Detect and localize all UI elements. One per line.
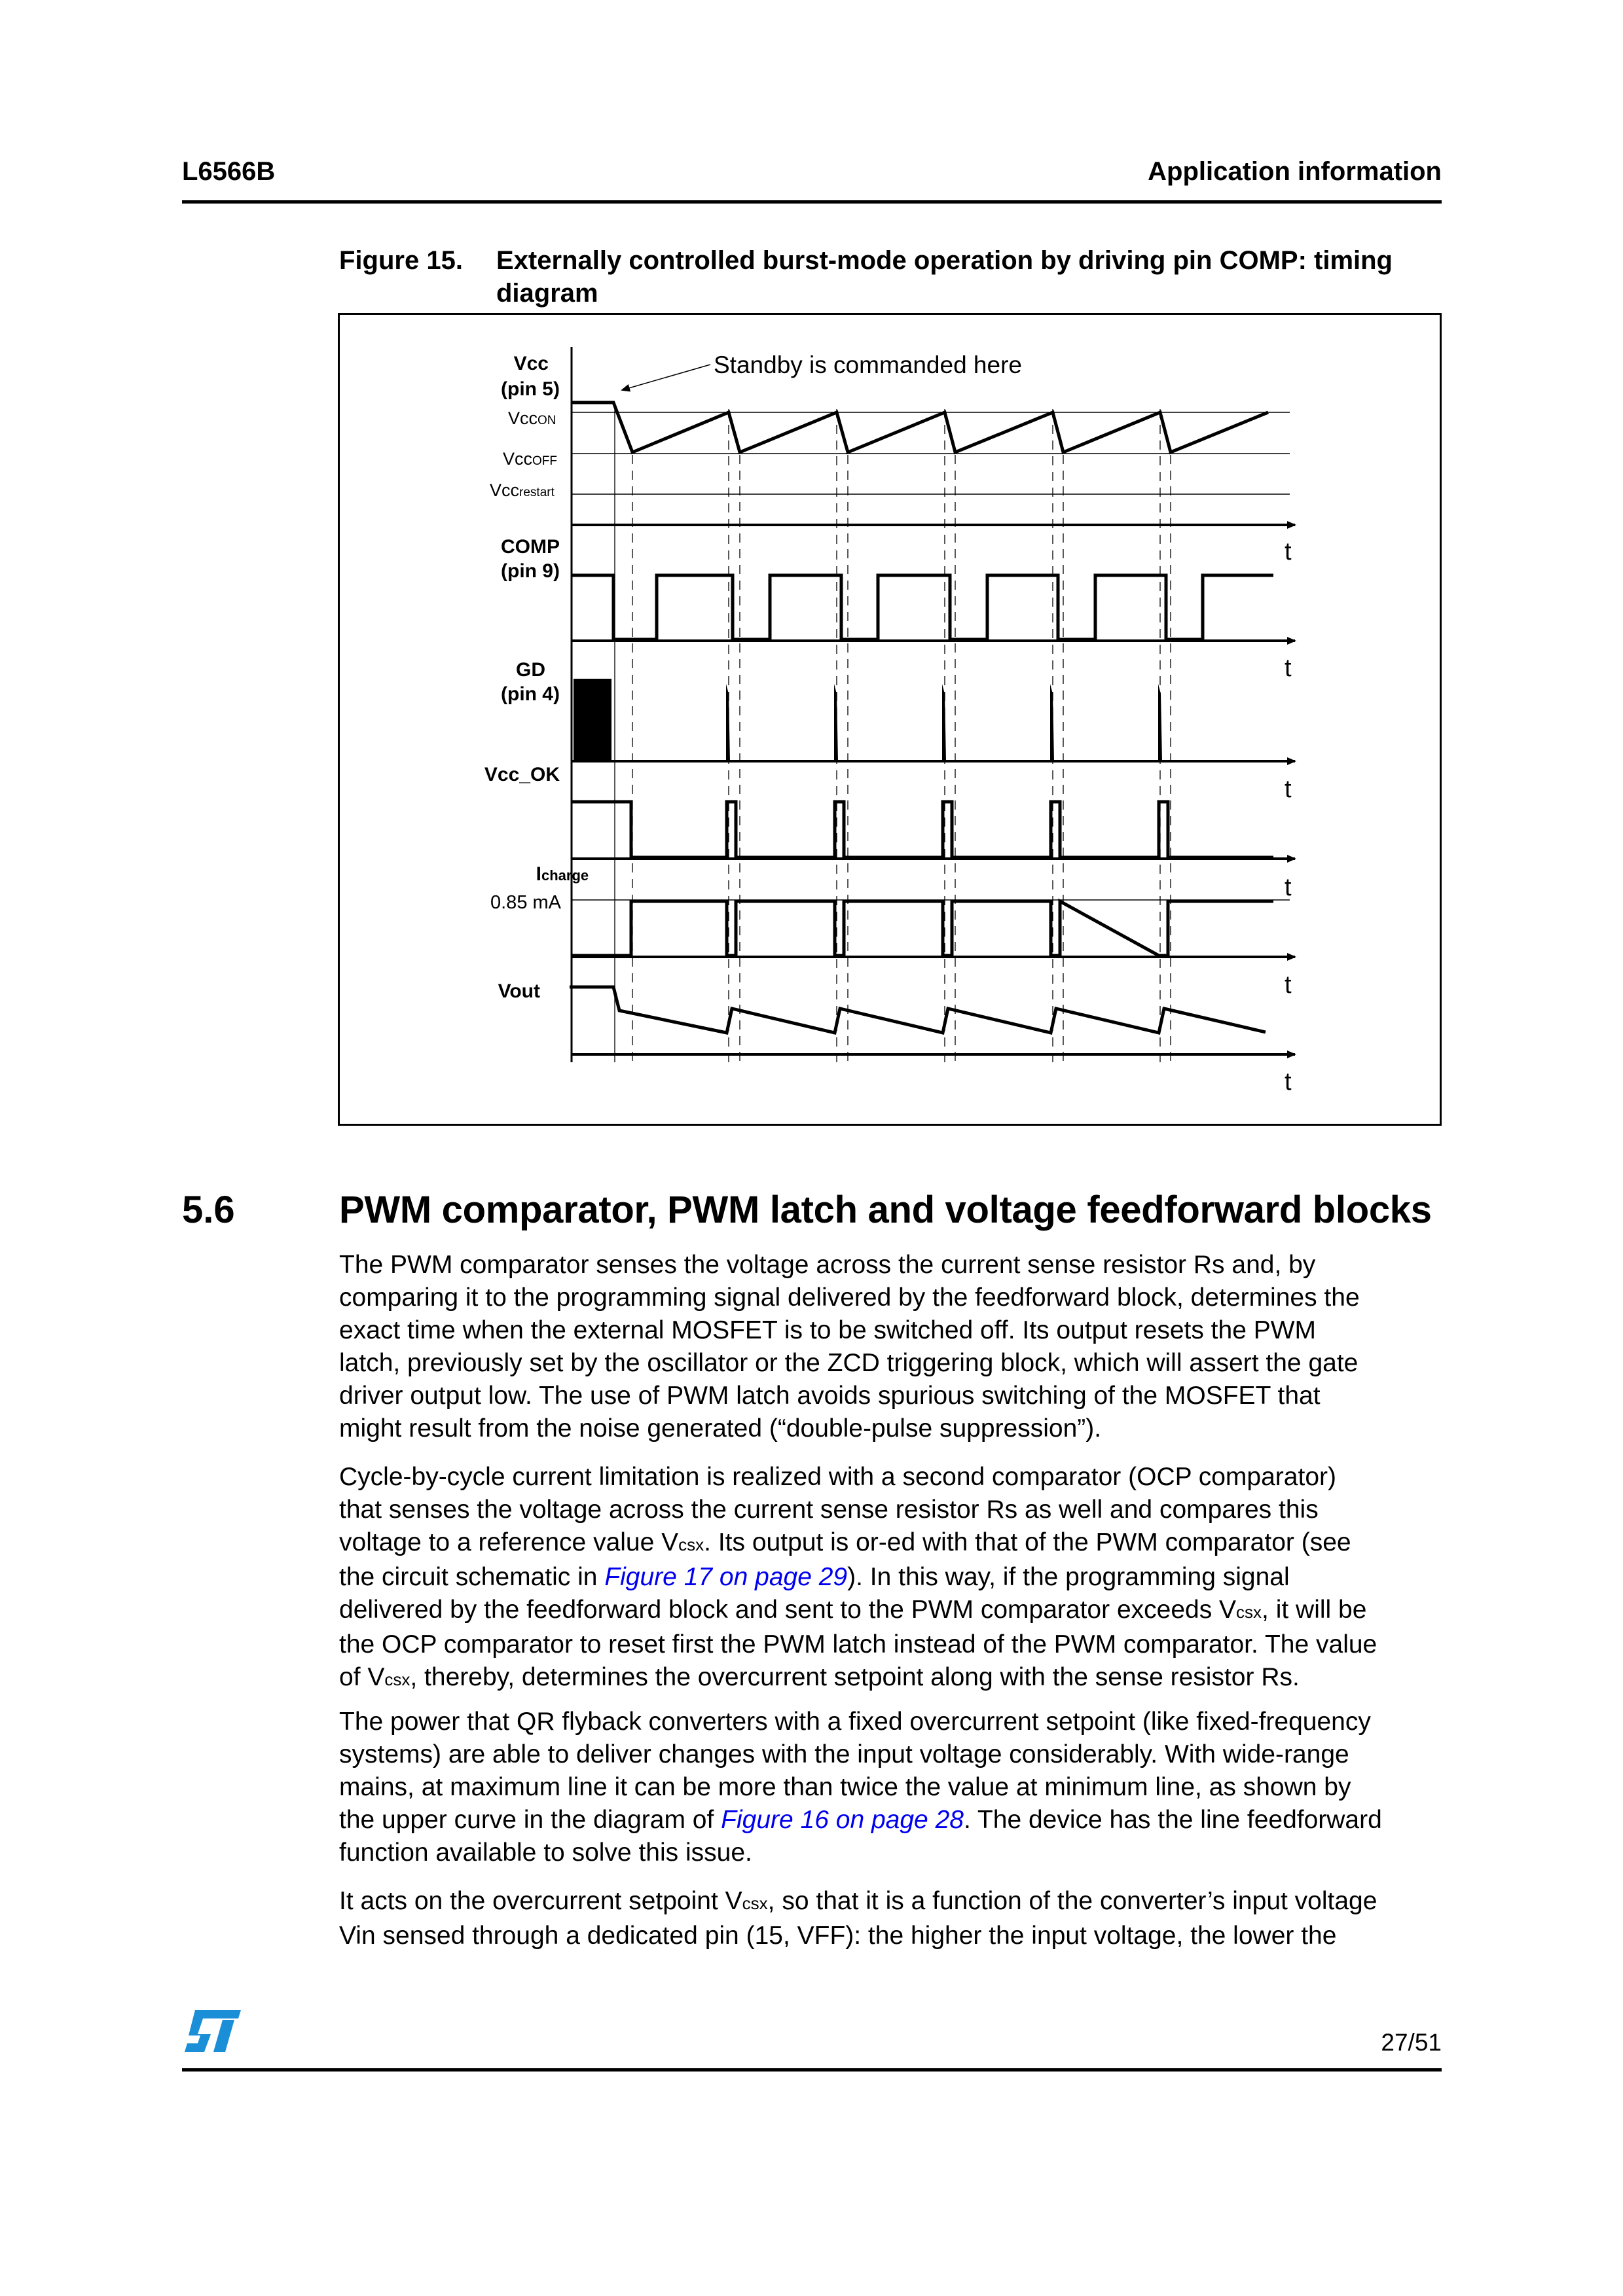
paragraph-1 [339, 1249, 1446, 1445]
label-comp-pin: (pin 9) [501, 560, 560, 582]
svg-text:t: t [1285, 1068, 1292, 1096]
p2-line: of Vcsx, thereby, determines the overcurrent setpoint along with the sense resistor Rs. [339, 1663, 1300, 1691]
svg-text:I: I [536, 863, 541, 885]
doc-id-header: L6566B [182, 157, 276, 186]
p2-line: that senses the voltage across the current sense resistor Rs as well and compares this [339, 1496, 1319, 1524]
figure-number: Figure 15. [339, 246, 463, 275]
section-header: Application information [1148, 157, 1442, 186]
p3-line: the upper curve in the diagram of Figure 16 on page 28. The device has the line feedforward [339, 1806, 1382, 1834]
paragraph-2 [339, 1461, 1446, 1696]
standby-annotation: Standby is commanded here [714, 351, 1022, 378]
section-title: PWM comparator, PWM latch and voltage feedforward blocks [339, 1189, 1432, 1231]
svg-text:Vccrestart: Vccrestart [490, 480, 555, 500]
label-icharge [536, 863, 589, 885]
paragraph-3 [339, 1706, 1446, 1869]
p1-line: exact time when the external MOSFET is to be switched off. Its output resets the PWM [339, 1316, 1317, 1344]
p1-line: comparing it to the programming signal delivered by the feedforward block, determines the [339, 1283, 1360, 1312]
p1-line: latch, previously set by the oscillator or the ZCD triggering block, which will assert the gate [339, 1349, 1359, 1377]
p1-line: The PWM comparator senses the voltage across the current sense resistor Rs and, by [339, 1251, 1316, 1279]
svg-text:t: t [1285, 971, 1292, 999]
svg-text:VccON: VccON [508, 408, 556, 428]
svg-text:t: t [1285, 538, 1292, 565]
p1-line: driver output low. The use of PWM latch avoids spurious switching of the MOSFET that [339, 1382, 1321, 1410]
p3-line: The power that QR flyback converters with a fixed overcurrent setpoint (like fixed-frequency [339, 1708, 1371, 1736]
svg-text:VccOFF: VccOFF [503, 449, 558, 469]
p2-line: delivered by the feedforward block and sent to the PWM comparator exceeds Vcsx, it will be [339, 1596, 1367, 1624]
p3-line: function available to solve this issue. [339, 1839, 752, 1867]
svg-text:0.85 mA: 0.85 mA [490, 892, 561, 913]
label-vcc-ok: Vcc_OK [484, 764, 560, 785]
dashed-guides [632, 409, 1171, 1062]
p4-line: Vin sensed through a dedicated pin (15, VFF): the higher the input voltage, the lower the [339, 1922, 1337, 1950]
label-comp: COMP [501, 536, 560, 558]
p2-line: voltage to a reference value Vcsx. Its output is or-ed with that of the PWM comparator (see [339, 1528, 1351, 1556]
p3-line: mains, at maximum line it can be more than twice the value at minimum line, as shown by [339, 1773, 1351, 1801]
svg-text:t: t [1285, 874, 1292, 901]
label-vcc: Vcc [513, 353, 549, 374]
p2-line: the circuit schematic in Figure 17 on page 29). In this way, if the programming signal [339, 1563, 1290, 1591]
svg-text:t: t [1285, 776, 1292, 803]
figure-title-line2: diagram [496, 279, 598, 308]
section-number: 5.6 [182, 1189, 235, 1231]
svg-text:t: t [1285, 655, 1292, 682]
p4-line: It acts on the overcurrent setpoint Vcsx, so that it is a function of the converter’s input voltage [339, 1887, 1377, 1915]
time-labels [1285, 538, 1292, 1096]
label-gd-pin: (pin 4) [501, 683, 560, 705]
footer-rule [182, 2068, 1442, 2072]
paragraph-4 [339, 1885, 1446, 1952]
label-gd: GD [516, 659, 545, 681]
p3-line: systems) are able to deliver changes with the input voltage considerably. With wide-range [339, 1740, 1349, 1768]
svg-text:charge: charge [541, 867, 589, 884]
p2-line: the OCP comparator to reset first the PWM latch instead of the PWM comparator. The value [339, 1630, 1377, 1659]
figure-title-line1: Externally controlled burst-mode operation by driving pin COMP: timing [496, 246, 1393, 275]
label-vout: Vout [498, 980, 540, 1002]
figure-16-link[interactable]: Figure 16 on page 28 [721, 1806, 964, 1834]
p1-line: might result from the noise generated (“double-pulse suppression”). [339, 1414, 1102, 1443]
label-vcc-pin: (pin 5) [501, 378, 560, 400]
page-number: 27/51 [1381, 2029, 1442, 2056]
p2-line: Cycle-by-cycle current limitation is realized with a second comparator (OCP comparator) [339, 1463, 1336, 1491]
st-logo-icon [183, 2008, 242, 2054]
figure-17-link[interactable]: Figure 17 on page 29 [604, 1563, 848, 1591]
